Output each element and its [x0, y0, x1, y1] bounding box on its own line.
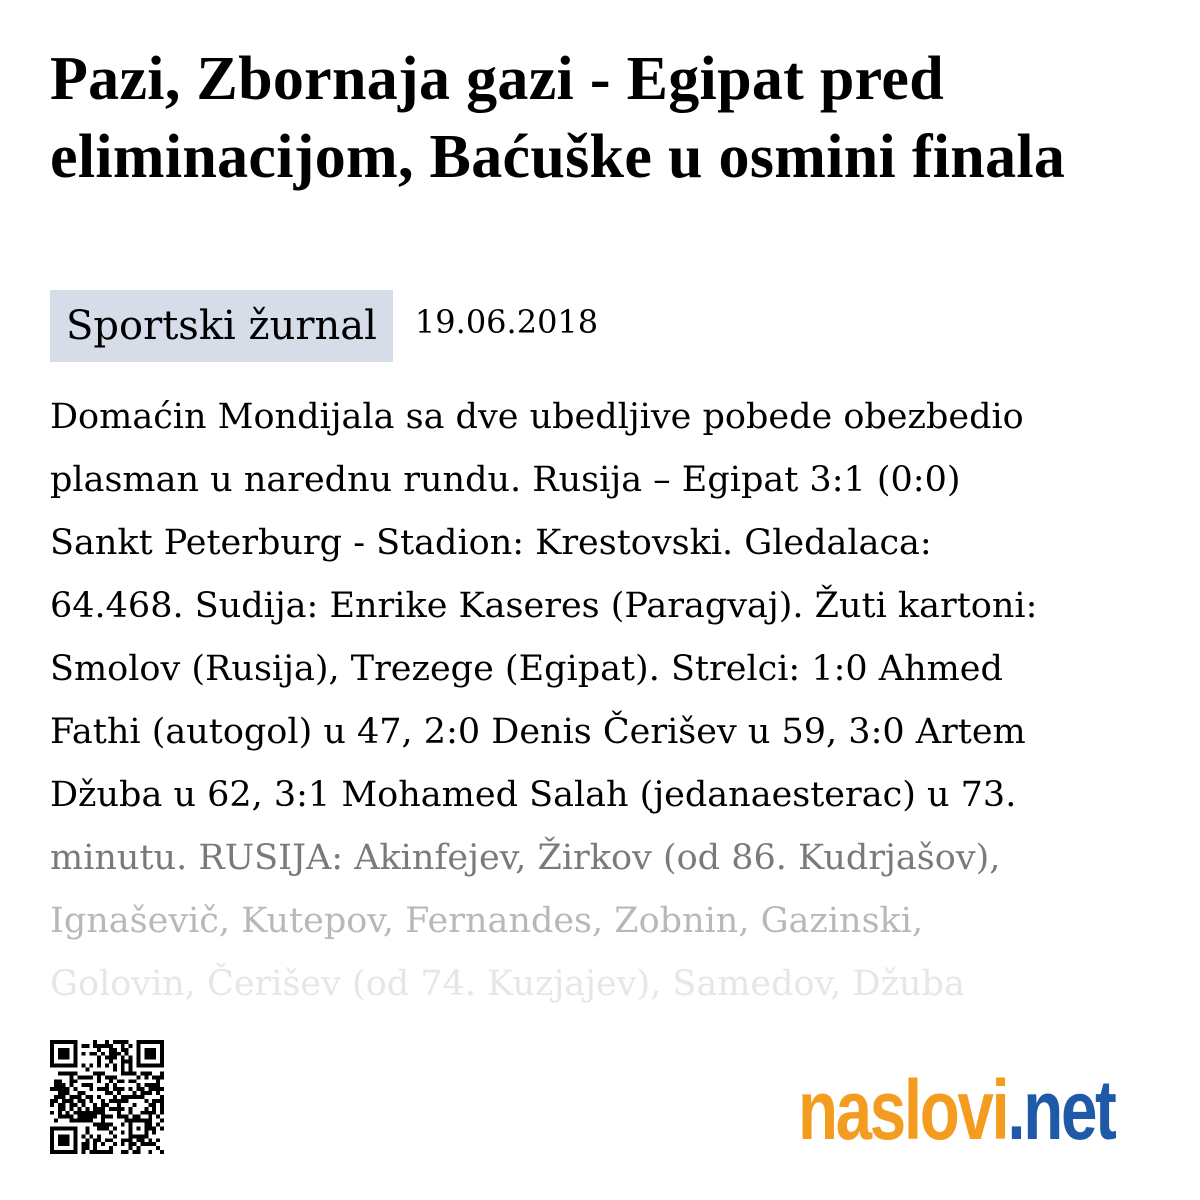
- body-line: Smolov (Rusija), Trezege (Egipat). Strelci: 1:0 Ahmed: [50, 649, 1003, 689]
- body-line: Ignaševič, Kutepov, Fernandes, Zobnin, Gazinski,: [50, 901, 924, 941]
- logo-part-naslovi: naslovi: [798, 1063, 1008, 1157]
- body-line: Domaćin Mondijala sa dve ubedljive pobede obezbedio: [50, 397, 1024, 437]
- body-line: minutu. RUSIJA: Akinfejev, Žirkov (od 86. Kudrjašov),: [50, 838, 1001, 878]
- body-line: 64.468. Sudija: Enrike Kaseres (Paragvaj). Žuti kartoni:: [50, 586, 1038, 626]
- logo-part-net: .net: [1007, 1063, 1115, 1157]
- body-line: Golovin, Čerišev (od 74. Kuzjajev), Samedov, Džuba: [50, 964, 965, 1004]
- body-line: Džuba u 62, 3:1 Mohamed Salah (jedanaesterac) u 73.: [50, 775, 1017, 815]
- body-line: plasman u narednu rundu. Rusija – Egipat 3:1 (0:0): [50, 460, 961, 500]
- source-badge[interactable]: Sportski žurnal: [50, 290, 393, 362]
- body-line: Fathi (autogol) u 47, 2:0 Denis Čerišev u 59, 3:0 Artem: [50, 712, 1026, 752]
- publish-date: 19.06.2018: [414, 303, 599, 341]
- article-body: [50, 386, 1160, 1016]
- naslovi-net-logo[interactable]: [798, 1063, 1115, 1157]
- article-meta: [50, 290, 598, 362]
- article-title: Pazi, Zbornaja gazi - Egipat pred eliminacijom, Baćuške u osmini finala: [50, 45, 1066, 191]
- body-line: Sankt Peterburg - Stadion: Krestovski. Gledalaca:: [50, 523, 932, 563]
- qr-code-icon[interactable]: [50, 1040, 164, 1154]
